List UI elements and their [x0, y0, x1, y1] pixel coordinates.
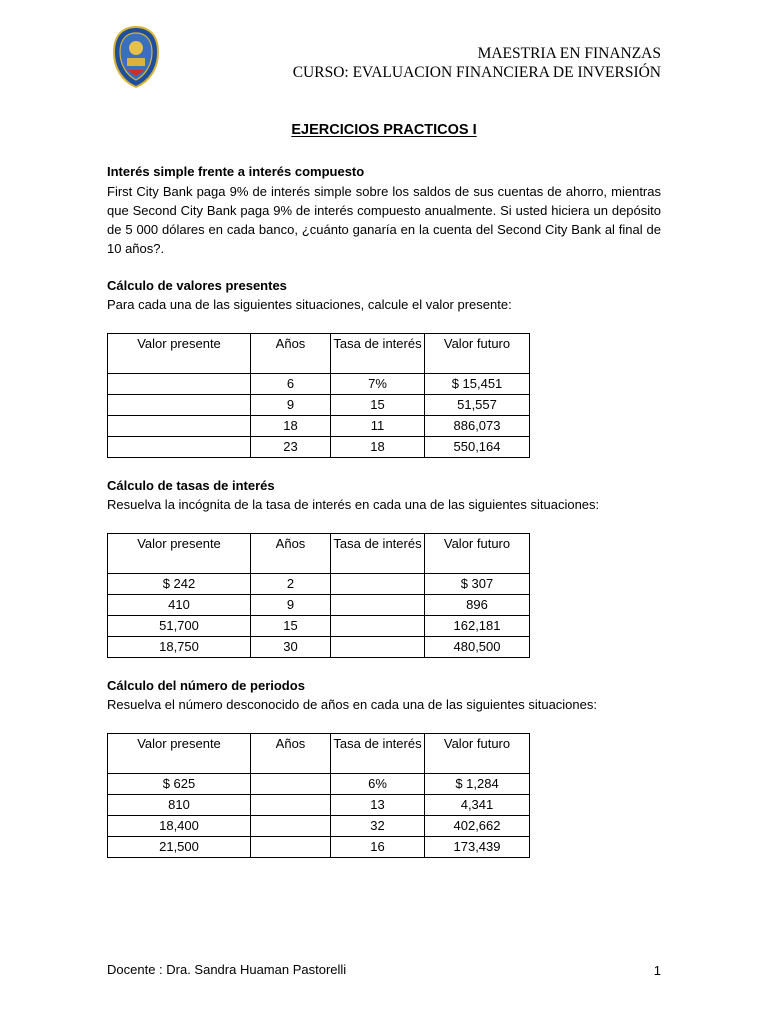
table-row	[108, 574, 530, 595]
table-row	[108, 595, 530, 616]
table-cell	[331, 637, 425, 658]
column-header: Valor presente	[108, 734, 251, 774]
interest-rate-table	[107, 533, 530, 658]
university-seal-logo	[113, 26, 159, 88]
table-cell: 810	[108, 795, 251, 816]
section3-instruction: Resuelva la incógnita de la tasa de interés en cada una de las siguientes situaciones:	[107, 497, 600, 512]
table-cell: $ 307	[425, 574, 530, 595]
header-program: MAESTRIA EN FINANZAS	[477, 45, 661, 62]
present-value-table	[107, 333, 530, 458]
periods-table	[107, 733, 530, 858]
table-cell: 30	[251, 637, 331, 658]
section2-heading: Cálculo de valores presentes	[107, 278, 287, 293]
column-header: Valor presente	[108, 534, 251, 574]
table-cell	[331, 595, 425, 616]
table-cell: 886,073	[425, 416, 530, 437]
column-header: Valor futuro	[425, 534, 530, 574]
table-cell	[108, 395, 251, 416]
table-cell: $ 1,284	[425, 774, 530, 795]
section1-heading: Interés simple frente a interés compuesto	[107, 164, 365, 179]
table-row	[108, 374, 530, 395]
table-cell: 4,341	[425, 795, 530, 816]
page-title: EJERCICIOS PRACTICOS I	[291, 122, 477, 138]
table-cell	[331, 574, 425, 595]
table-cell: 16	[331, 837, 425, 858]
table-row	[108, 416, 530, 437]
table-row	[108, 816, 530, 837]
section4-heading: Cálculo del número de periodos	[107, 678, 305, 693]
table-cell: 6%	[331, 774, 425, 795]
column-header: Tasa de interés	[331, 734, 425, 774]
table-cell: 11	[331, 416, 425, 437]
table-cell	[251, 774, 331, 795]
table-cell	[108, 374, 251, 395]
table-row	[108, 637, 530, 658]
table-cell: 18	[331, 437, 425, 458]
table-cell: 9	[251, 595, 331, 616]
table-cell	[251, 837, 331, 858]
table-cell: 550,164	[425, 437, 530, 458]
table-row	[108, 837, 530, 858]
header-course: CURSO: EVALUACION FINANCIERA DE INVERSIÓN	[292, 64, 661, 81]
table-cell	[108, 437, 251, 458]
column-header: Valor futuro	[425, 734, 530, 774]
table-cell	[251, 795, 331, 816]
table-cell: 18,400	[108, 816, 251, 837]
table-cell: 13	[331, 795, 425, 816]
section3-heading: Cálculo de tasas de interés	[107, 478, 275, 493]
table-cell: 18,750	[108, 637, 251, 658]
table-cell: 402,662	[425, 816, 530, 837]
section4-instruction: Resuelva el número desconocido de años en cada una de las siguientes situaciones:	[107, 697, 597, 712]
column-header: Valor futuro	[425, 334, 530, 374]
column-header: Años	[251, 334, 331, 374]
table-cell: 18	[251, 416, 331, 437]
table-cell: 15	[251, 616, 331, 637]
section1-text: First City Bank paga 9% de interés simple sobre los saldos de sus cuentas de ahorro, mientras que Second City Bank paga 9% de interés compuesto anualmente. Si usted hiciera un depósito de 5 000 dólares en cada banco, ¿cuánto ganaría en la cuenta del Second City Bank al final de 10 años?.	[107, 184, 661, 256]
table-cell: 51,700	[108, 616, 251, 637]
column-header: Tasa de interés	[331, 534, 425, 574]
table-cell: 2	[251, 574, 331, 595]
table-cell: $ 625	[108, 774, 251, 795]
section2-instruction: Para cada una de las siguientes situaciones, calcule el valor presente:	[107, 297, 512, 312]
table-cell: 51,557	[425, 395, 530, 416]
column-header: Años	[251, 734, 331, 774]
table-cell: 480,500	[425, 637, 530, 658]
table-cell: 162,181	[425, 616, 530, 637]
page-number: 1	[653, 963, 661, 978]
table-cell: 9	[251, 395, 331, 416]
table-cell: 6	[251, 374, 331, 395]
table-cell: 15	[331, 395, 425, 416]
column-header: Años	[251, 534, 331, 574]
table-row	[108, 395, 530, 416]
table-cell: $ 15,451	[425, 374, 530, 395]
table-cell: 896	[425, 595, 530, 616]
table-row	[108, 795, 530, 816]
column-header: Tasa de interés	[331, 334, 425, 374]
table-row	[108, 616, 530, 637]
table-cell: 173,439	[425, 837, 530, 858]
table-cell: 7%	[331, 374, 425, 395]
table-cell	[331, 616, 425, 637]
table-cell: 410	[108, 595, 251, 616]
table-cell: 23	[251, 437, 331, 458]
table-cell	[108, 416, 251, 437]
table-cell	[251, 816, 331, 837]
table-cell: 32	[331, 816, 425, 837]
table-row	[108, 774, 530, 795]
column-header: Valor presente	[108, 334, 251, 374]
table-cell: $ 242	[108, 574, 251, 595]
table-row	[108, 437, 530, 458]
footer-docente: Docente : Dra. Sandra Huaman Pastorelli	[107, 962, 347, 977]
table-cell: 21,500	[108, 837, 251, 858]
